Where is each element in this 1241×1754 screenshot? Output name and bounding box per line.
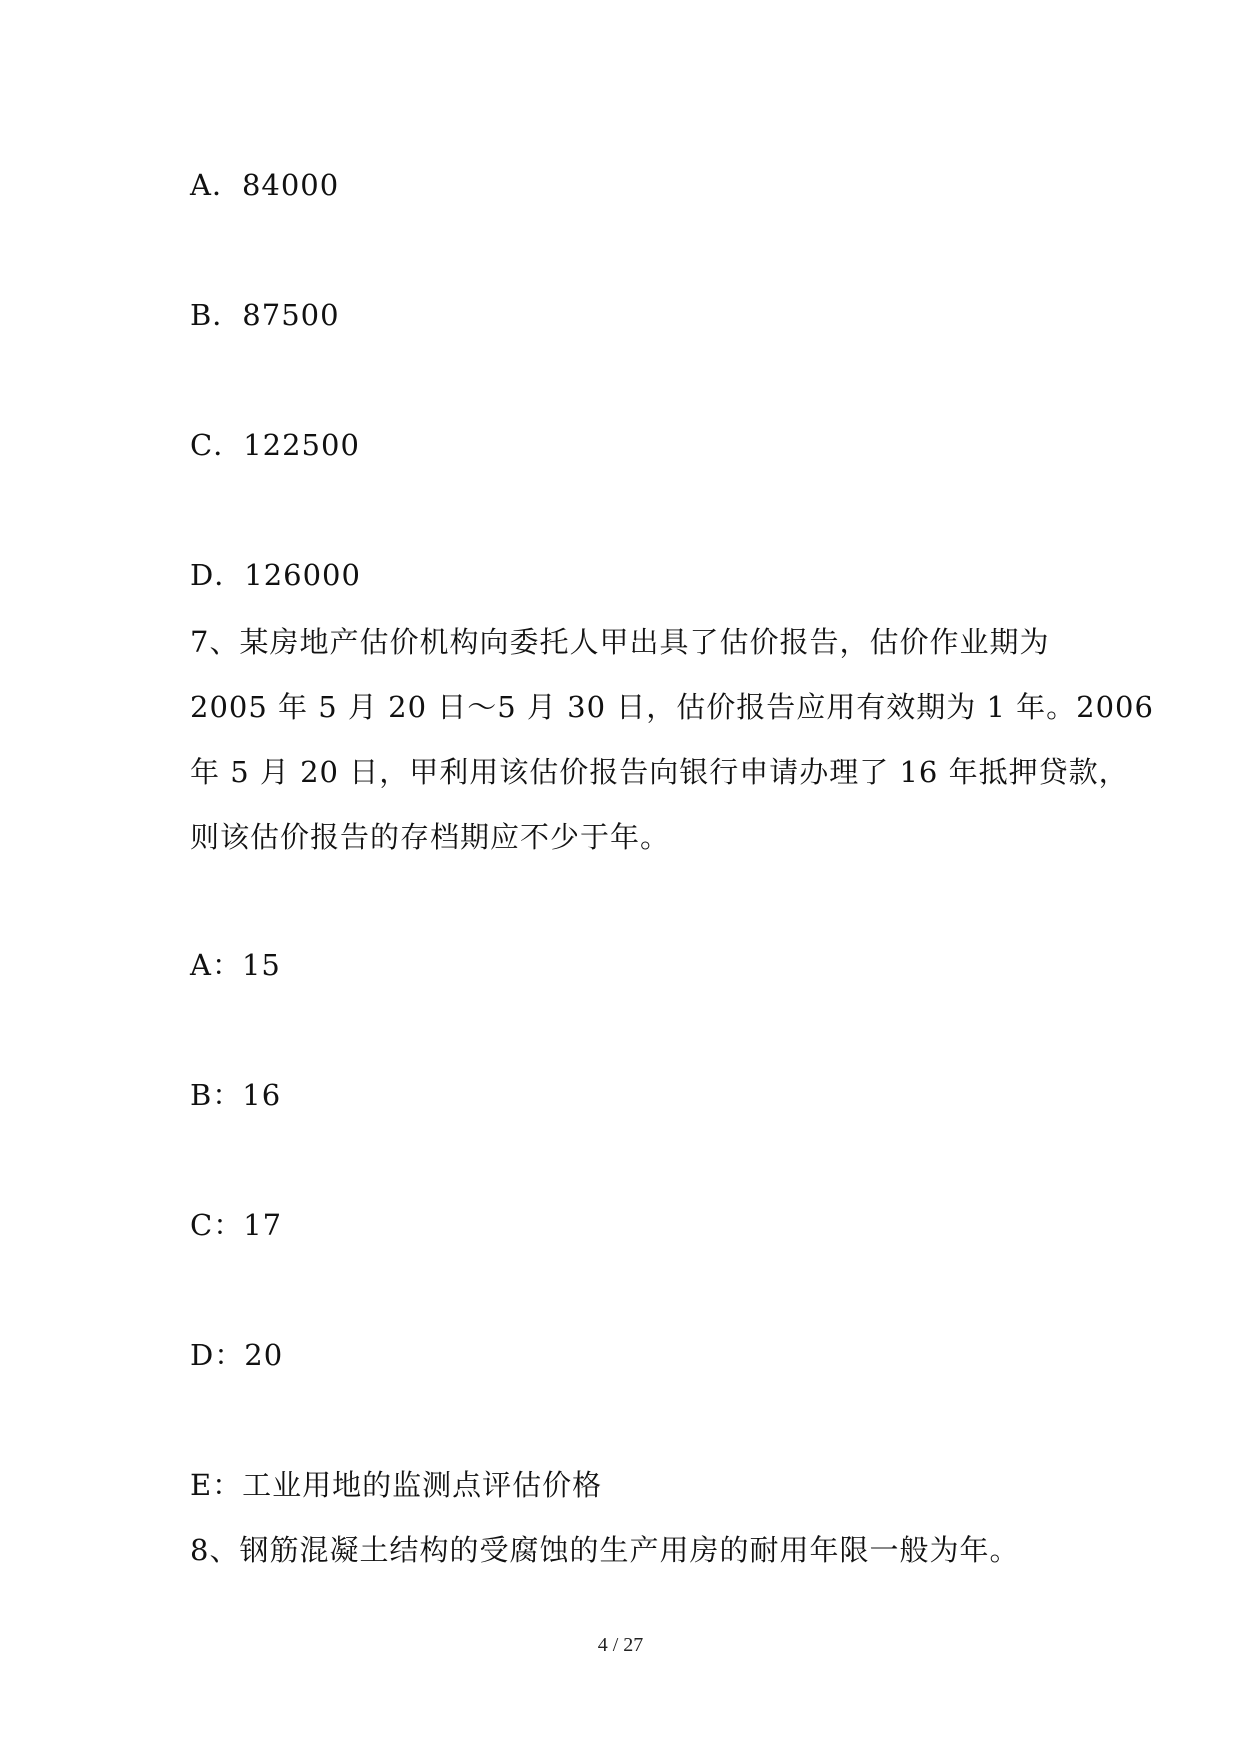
- page-number: 4 / 27: [597, 1634, 644, 1656]
- option-b-q6: B．87500: [190, 298, 340, 332]
- option-b-q7: B：16: [190, 1078, 282, 1112]
- option-c-q6: C．122500: [190, 428, 360, 462]
- option-a-q7: A：15: [190, 948, 281, 982]
- question-7-line-4: 则该估价报告的存档期应不少于年。: [190, 820, 671, 854]
- question-8-text: 8、钢筋混凝土结构的受腐蚀的生产用房的耐用年限一般为年。: [190, 1533, 1020, 1567]
- question-7-line-1: 7、某房地产估价机构向委托人甲出具了估价报告，估价作业期为: [190, 625, 1050, 659]
- question-7-line-3: 年 5 月 20 日，甲利用该估价报告向银行申请办理了 16 年抵押贷款，: [190, 755, 1129, 789]
- question-7-text: [190, 610, 1154, 870]
- option-d-q7: D：20: [190, 1338, 284, 1372]
- option-e-q7: E：工业用地的监测点评估价格: [190, 1468, 603, 1502]
- option-d-q6: D．126000: [190, 558, 361, 592]
- option-c-q7: C：17: [190, 1208, 283, 1242]
- question-7-line-2: 2005 年 5 月 20 日～5 月 30 日，估价报告应用有效期为 1 年。2006: [190, 690, 1154, 724]
- option-a-q6: A．84000: [190, 168, 340, 202]
